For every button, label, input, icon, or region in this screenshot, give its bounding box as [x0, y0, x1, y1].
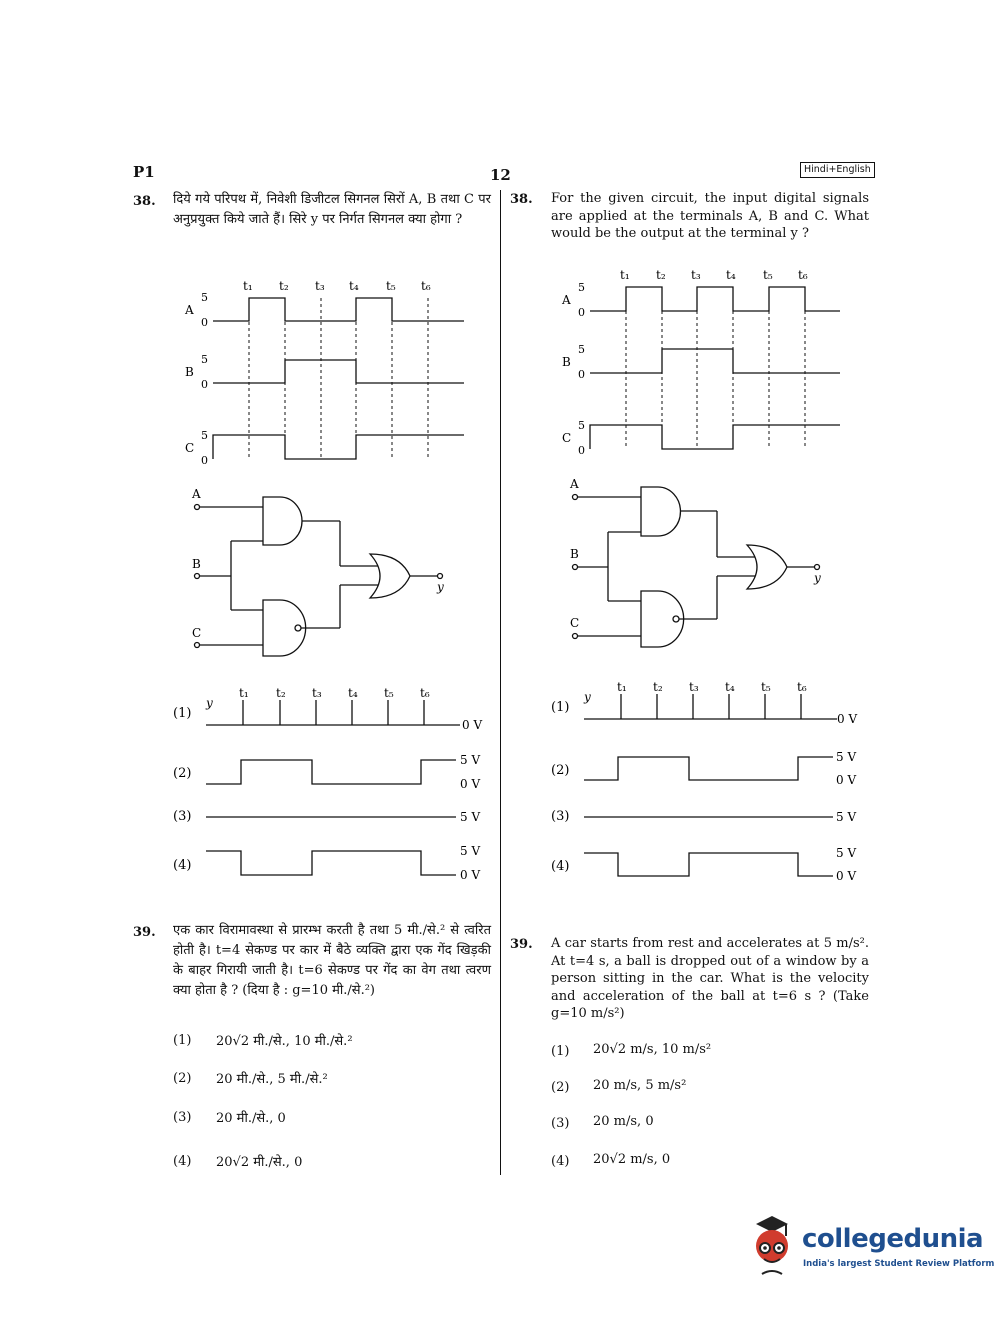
svg-text:t₁: t₁ [620, 268, 630, 282]
svg-text:0: 0 [201, 316, 208, 329]
collegedunia-tagline: India's largest Student Review Platform [803, 1259, 995, 1269]
svg-text:5: 5 [201, 291, 208, 304]
q39-text-hindi: एक कार विरामावस्था से प्रारम्भ करती है तथा 5 मी./से.² से त्वरित होती है। t=4 सेकण्ड पर कार में बैठे व्यक्ति द्वारा एक गेंद खिड़की के बाहर गिरायी जाती है। t=6 सेकण्ड पर गेंद का वेग तथा त्वरण क्या होता है ? (दिया है : g=10 मी./से.²) [173, 923, 491, 998]
opt2-num-l: (2) [173, 766, 192, 781]
page-number: 12 [490, 166, 511, 184]
svg-text:y: y [437, 580, 444, 594]
q39-hindi-option-3: 20 मी./से., 0 [216, 1111, 286, 1126]
opt4-num-l: (4) [173, 858, 192, 873]
svg-text:5 V: 5 V [460, 753, 481, 767]
q39-english-option-2: 20 m/s, 5 m/s² [593, 1078, 687, 1093]
svg-text:5 V: 5 V [460, 844, 481, 858]
q38-number-hindi: 38. [133, 194, 156, 209]
svg-text:0: 0 [578, 368, 585, 381]
q39-english-option-1: 20√2 m/s, 10 m/s² [593, 1042, 712, 1057]
waveform-c [213, 435, 464, 459]
opt1-num-l: (1) [173, 706, 192, 721]
q39-hindi-option-2: 20 मी./से., 5 मी./से.² [216, 1072, 328, 1087]
svg-text:t₄: t₄ [348, 686, 358, 700]
t3-label-l: t₃ [315, 279, 325, 293]
option2-waveform-r [584, 757, 833, 780]
svg-text:t₅: t₅ [761, 680, 771, 694]
svg-text:5: 5 [578, 419, 585, 432]
option4-waveform-l [206, 851, 456, 875]
svg-text:5 V: 5 V [836, 810, 857, 824]
svg-text:0: 0 [578, 306, 585, 319]
t6-label-l: t₆ [421, 279, 431, 293]
svg-text:A: A [192, 487, 201, 501]
svg-text:A: A [562, 293, 571, 307]
svg-text:y: y [814, 571, 821, 585]
svg-text:5 V: 5 V [460, 810, 481, 824]
svg-text:A: A [570, 477, 579, 491]
q39-hindi-option-4: 20√2 मी./से., 0 [216, 1155, 303, 1170]
t5-label-l: t₅ [386, 279, 396, 293]
svg-text:B: B [562, 355, 571, 369]
svg-text:t₁: t₁ [239, 686, 249, 700]
waveform-a-r [590, 287, 840, 311]
svg-text:5: 5 [201, 353, 208, 366]
and-gate-upper [263, 497, 302, 545]
svg-text:y: y [206, 696, 213, 710]
waveform-a [213, 298, 464, 321]
waveform-c-r [590, 425, 840, 449]
q39-text-english: A car starts from rest and accelerates at 5 m/s². At t=4 s, a ball is dropped out of a window by a person sitting in the car. What is the velocity and acceleration of the ball at t=6 s ? (Take g=10 m/s²) [551, 936, 869, 1021]
svg-text:t₃: t₃ [691, 268, 701, 282]
svg-text:5: 5 [578, 343, 585, 356]
logic-circuit-right [573, 487, 820, 647]
q38-text-english: For the given circuit, the input digital signals are applied at the terminals A, B and C. What would be the output at the terminal y ? [551, 191, 869, 241]
svg-text:t₃: t₃ [689, 680, 699, 694]
svg-text:0 V: 0 V [836, 869, 857, 883]
opt4-num-r: (4) [551, 859, 570, 874]
svg-text:t₄: t₄ [725, 680, 735, 694]
collegedunia-mascot-icon [742, 1212, 802, 1282]
svg-text:0: 0 [578, 444, 585, 457]
q39-hindi-option-1: 20√2 मी./से., 10 मी./से.² [216, 1034, 353, 1049]
nand-gate-lower [263, 600, 306, 656]
svg-text:C: C [192, 626, 202, 640]
t2-label-l: t₂ [279, 279, 289, 293]
logic-circuit-left [195, 497, 443, 656]
or-gate [370, 554, 410, 598]
opt3-num-l: (3) [173, 809, 192, 824]
svg-text:t₅: t₅ [384, 686, 394, 700]
svg-text:5 V: 5 V [836, 846, 857, 860]
signal-b-label: B [185, 365, 194, 379]
signal-c-label: C [185, 441, 195, 455]
q39-english-option-4: 20√2 m/s, 0 [593, 1152, 671, 1167]
nand-bubble [295, 625, 301, 631]
svg-text:t₆: t₆ [797, 680, 807, 694]
paper-code: P1 [133, 163, 155, 181]
opt2-num-r: (2) [551, 763, 570, 778]
svg-text:B: B [192, 557, 201, 571]
svg-text:t₄: t₄ [726, 268, 736, 282]
svg-text:t₆: t₆ [798, 268, 808, 282]
svg-text:y: y [584, 690, 591, 704]
svg-text:0 V: 0 V [837, 712, 858, 726]
svg-text:0 V: 0 V [836, 773, 857, 787]
svg-text:0 V: 0 V [462, 718, 483, 732]
svg-text:C: C [562, 431, 572, 445]
svg-text:0 V: 0 V [460, 868, 481, 882]
t1-label-l: t₁ [243, 279, 253, 293]
language-badge: Hindi+English [800, 162, 875, 178]
svg-text:5 V: 5 V [836, 750, 857, 764]
opt3-num-r: (3) [551, 809, 570, 824]
collegedunia-logo-text: collegedunia [802, 1224, 984, 1254]
svg-text:t₂: t₂ [653, 680, 663, 694]
svg-text:C: C [570, 616, 580, 630]
waveform-b [213, 360, 464, 383]
q39-english-option-3: 20 m/s, 0 [593, 1114, 654, 1129]
option4-waveform-r [584, 853, 833, 876]
q39-number-hindi: 39. [133, 925, 156, 940]
svg-text:0 V: 0 V [460, 777, 481, 791]
opt1-num-r: (1) [551, 700, 570, 715]
q38-text-hindi: दिये गये परिपथ में, निवेशी डिजीटल सिगनल सिरों A, B तथा C पर अनुप्रयुक्त किये जाते हैं। सिरे y पर निर्गत सिगनल क्या होगा ? [173, 192, 491, 227]
waveform-b-r [590, 349, 840, 373]
t4-label-l: t₄ [349, 279, 359, 293]
q38-figure-left [0, 0, 500, 900]
svg-text:0: 0 [201, 378, 208, 391]
signal-a-label: A [185, 303, 194, 317]
svg-text:0: 0 [201, 454, 208, 467]
svg-text:t₂: t₂ [276, 686, 286, 700]
svg-text:t₆: t₆ [420, 686, 430, 700]
svg-text:B: B [570, 547, 579, 561]
svg-text:t₅: t₅ [763, 268, 773, 282]
svg-text:t₂: t₂ [656, 268, 666, 282]
q38-figure-right [500, 0, 1000, 900]
svg-text:t₃: t₃ [312, 686, 322, 700]
q38-number-english: 38. [510, 192, 533, 207]
q39-number-english: 39. [510, 937, 533, 952]
svg-text:t₁: t₁ [617, 680, 627, 694]
option2-waveform-l [206, 760, 456, 784]
svg-text:5: 5 [201, 429, 208, 442]
svg-text:5: 5 [578, 281, 585, 294]
